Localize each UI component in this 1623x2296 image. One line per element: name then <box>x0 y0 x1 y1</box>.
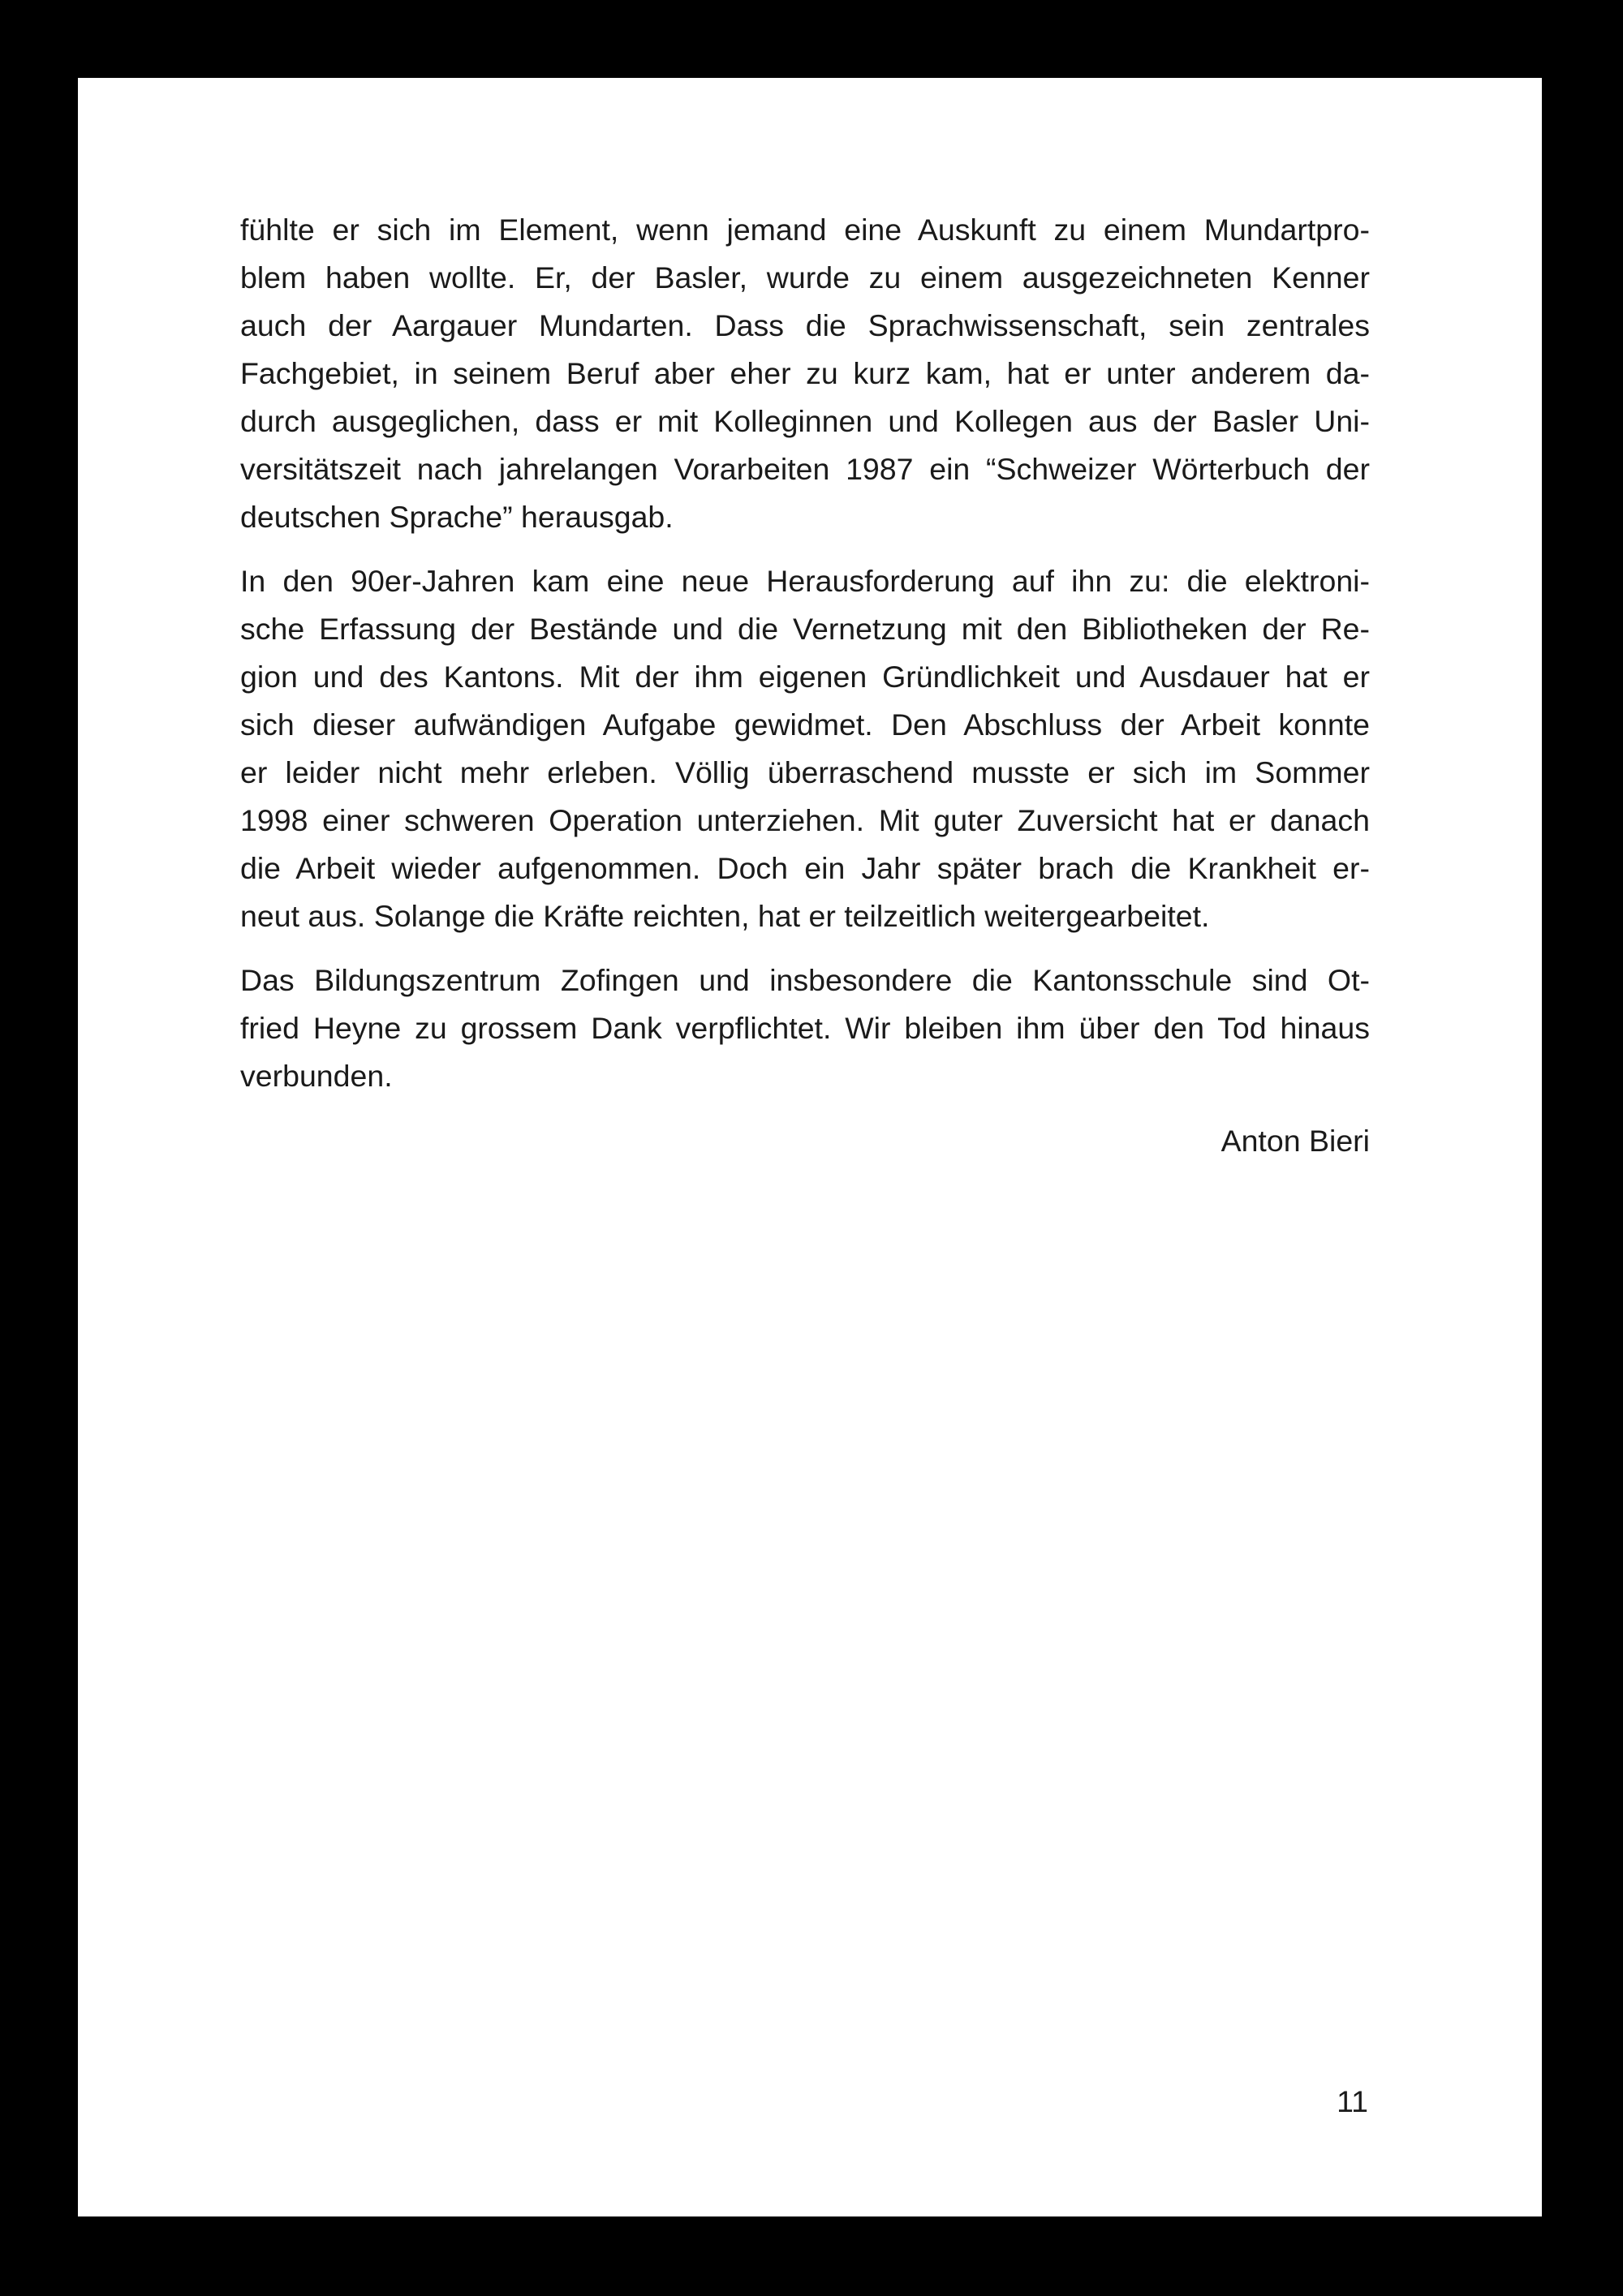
text-line: verbunden. <box>240 1059 393 1093</box>
text-line: die Arbeit wieder aufgenommen. Doch ein Jahr später brach die Krankheit er- <box>240 851 1370 885</box>
text-line: versitätszeit nach jahrelangen Vorarbeiten 1987 ein “Schweizer Wörterbuch der <box>240 452 1370 486</box>
page-number: 11 <box>1337 2084 1368 2118</box>
text-line: sche Erfassung der Bestände und die Vernetzung mit den Bibliotheken der Re- <box>240 612 1370 646</box>
text-line: Das Bildungszentrum Zofingen und insbesondere die Kantonsschule sind Ot- <box>240 963 1370 997</box>
text-line: 1998 einer schweren Operation unterziehen. Mit guter Zuversicht hat er danach <box>240 803 1370 837</box>
text-line: auch der Aargauer Mundarten. Dass die Sprachwissenschaft, sein zentrales <box>240 308 1370 342</box>
document-page <box>78 78 1542 2216</box>
text-line: Fachgebiet, in seinem Beruf aber eher zu kurz kam, hat er unter anderem da- <box>240 356 1370 390</box>
text-line: durch ausgeglichen, dass er mit Kolleginnen und Kollegen aus der Basler Uni- <box>240 404 1370 438</box>
text-line: fühlte er sich im Element, wenn jemand eine Auskunft zu einem Mundartpro- <box>240 213 1370 247</box>
text-line: blem haben wollte. Er, der Basler, wurde zu einem ausgezeichneten Kenner <box>240 260 1370 295</box>
author-signature: Anton Bieri <box>1220 1124 1370 1158</box>
text-line: In den 90er-Jahren kam eine neue Herausforderung auf ihn zu: die elektroni- <box>240 564 1370 598</box>
text-line: fried Heyne zu grossem Dank verpflichtet. Wir bleiben ihm über den Tod hinaus <box>240 1011 1370 1045</box>
text-line: neut aus. Solange die Kräfte reichten, hat er teilzeitlich weitergearbeitet. <box>240 899 1210 933</box>
text-line: sich dieser aufwändigen Aufgabe gewidmet. Den Abschluss der Arbeit konnte <box>240 707 1370 742</box>
text-line: gion und des Kantons. Mit der ihm eigenen Gründlichkeit und Ausdauer hat er <box>240 660 1370 694</box>
paragraph-2 <box>240 557 1370 940</box>
text-line: er leider nicht mehr erleben. Völlig überraschend musste er sich im Sommer <box>240 755 1370 789</box>
text-line: deutschen Sprache” herausgab. <box>240 500 674 534</box>
body-text <box>240 206 1370 1116</box>
paragraph-3 <box>240 957 1370 1100</box>
paragraph-1 <box>240 206 1370 541</box>
